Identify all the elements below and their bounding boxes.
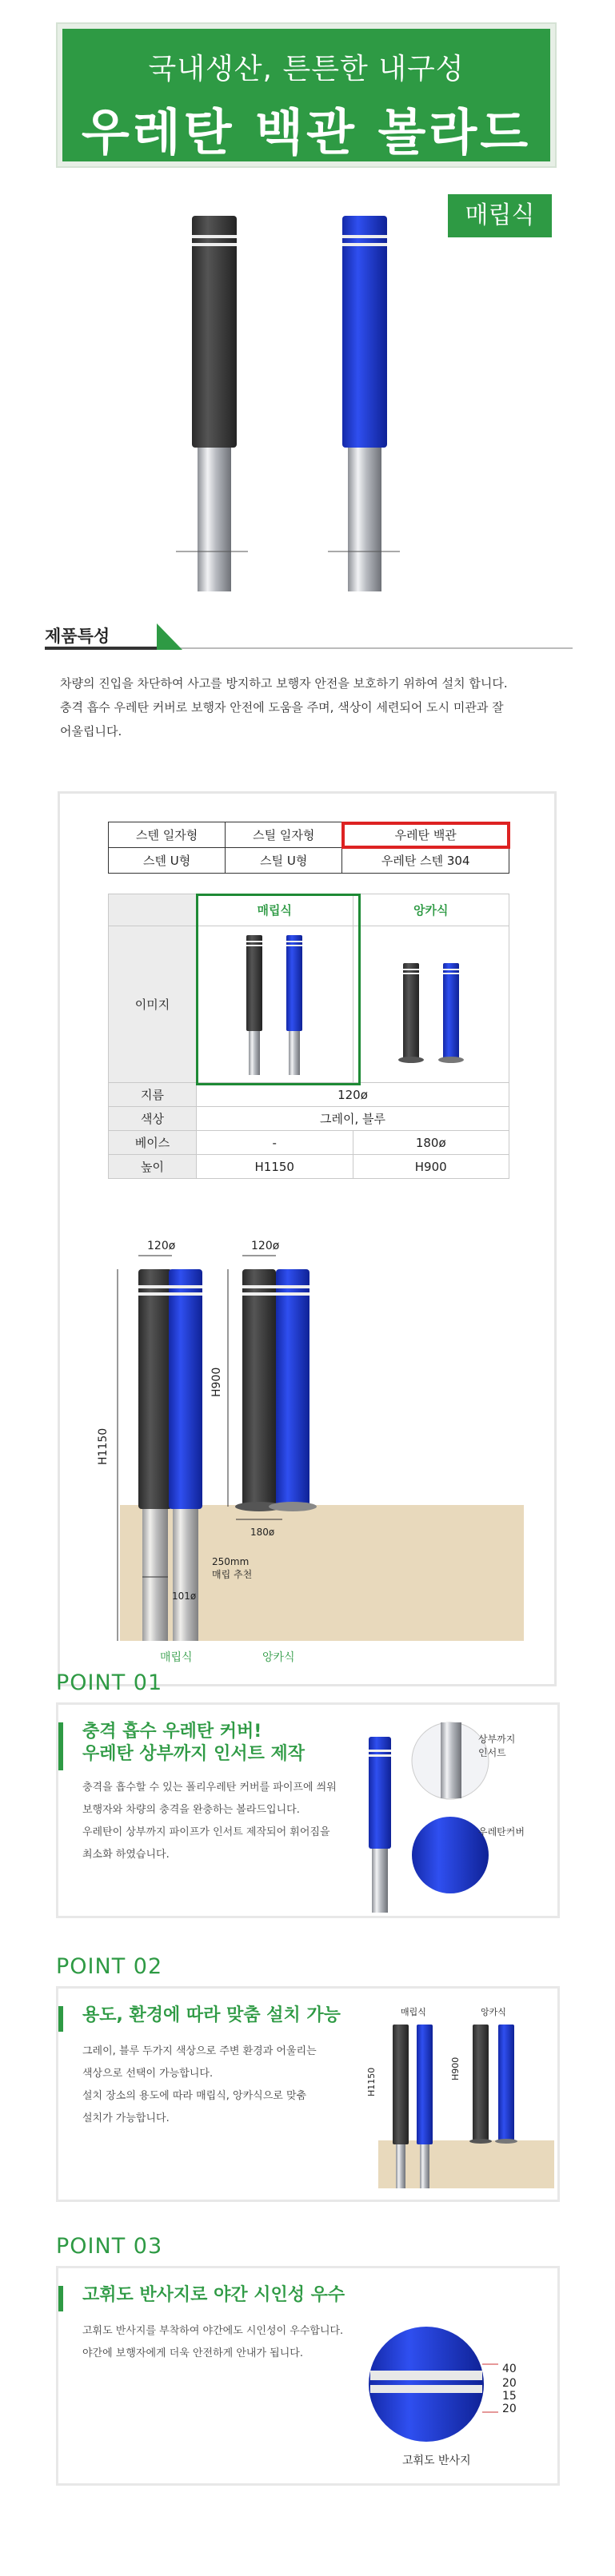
type-cell-highlighted: 우레탄 백관 <box>342 822 509 848</box>
base-dia-label: 180ø <box>250 1527 275 1538</box>
embed-type-label: 매립식 <box>160 1651 193 1664</box>
type-cell: 우레탄 스텐 304 <box>342 848 509 874</box>
point-03-headline: 고휘도 반사지로 야간 시인성 우수 <box>82 2285 345 2305</box>
spec-label: 높이 <box>109 1155 197 1179</box>
point-01-box <box>56 1702 560 1918</box>
point-02-box <box>56 1986 560 2202</box>
spec-label: 이미지 <box>109 926 197 1083</box>
point-02-body <box>82 2040 317 2130</box>
point-body-line: 그레이, 블루 두가지 색상으로 주변 환경과 어울리는 <box>82 2045 317 2057</box>
type-cell: 스틸 일자형 <box>226 822 342 848</box>
point-03-illustration <box>362 2316 554 2476</box>
point-body-line: 최소화 하였습니다. <box>82 1849 170 1861</box>
dia-left-label: 120ø <box>147 1240 176 1252</box>
spec-value: H1150 <box>197 1155 353 1179</box>
point-body-line: 보행자와 차량의 충격을 완충하는 볼라드입니다. <box>82 1804 300 1816</box>
embedded-bollard-image <box>226 927 322 1079</box>
callout-insert <box>478 1732 558 1759</box>
spec-label: 지름 <box>109 1083 197 1107</box>
spec-label: 베이스 <box>109 1131 197 1155</box>
accent-bar <box>58 1722 63 1770</box>
point-body-line: 고휘도 반사지를 부착하여 야간에도 시인성이 우수합니다. <box>82 2325 344 2337</box>
point-body-line: 설치 장소의 용도에 따라 매립식, 앙카식으로 맞춤 <box>82 2090 307 2102</box>
point-03-title: POINT 03 <box>56 2234 163 2259</box>
header-banner <box>58 24 555 166</box>
point-01-title: POINT 01 <box>56 1670 163 1695</box>
spec-header: 앙카식 <box>353 894 509 926</box>
point-02-headline: 용도, 환경에 따라 맞춤 설치 가능 <box>82 2005 341 2025</box>
spec-table <box>108 894 509 1179</box>
spec-image-cell <box>197 926 353 1083</box>
anchor-bollard-image <box>383 927 479 1079</box>
point-01-body <box>82 1777 337 1866</box>
anchor-type-label: 앙카식 <box>262 1651 295 1664</box>
spec-value: 그레이, 블루 <box>197 1107 509 1131</box>
type-cell: 스텐 U형 <box>109 848 226 874</box>
type-table <box>108 822 509 874</box>
feature-section-header <box>45 623 573 655</box>
spec-label: 색상 <box>109 1107 197 1131</box>
point-03-body <box>82 2320 343 2365</box>
feature-line: 충격 흡수 우레탄 커버로 보행자 안전에 도움을 주며, 색상이 세련되어 도시 미관과 잘 <box>60 700 504 715</box>
type-cell: 스텐 일자형 <box>109 822 226 848</box>
feature-description <box>60 671 564 743</box>
callout-cover: 우레탄커버 <box>478 1826 525 1837</box>
spec-value: - <box>197 1131 353 1155</box>
pipe-dia-label: 101ø <box>172 1591 197 1602</box>
label-h1150: H1150 <box>366 2067 377 2096</box>
type-tag: 매립식 <box>448 194 552 237</box>
point-headline-line: 우레탄 상부까지 인서트 제작 <box>82 1744 306 1764</box>
divider-accent <box>45 647 157 650</box>
label-h900: H900 <box>450 2056 461 2080</box>
spec-image-cell <box>353 926 509 1083</box>
height-right-label: H900 <box>210 1367 223 1397</box>
point-body-line: 색상으로 선택이 가능합니다. <box>82 2068 214 2080</box>
type-cell: 스틸 U형 <box>226 848 342 874</box>
embed-note-1: 250mm <box>212 1556 250 1567</box>
spec-value: 180ø <box>353 1131 509 1155</box>
heading-accent-icon <box>157 623 182 650</box>
callout-text: 인서트 <box>478 1747 506 1758</box>
feature-line: 차량의 진입을 차단하여 사고를 방지하고 보행자 안전을 보호하기 위하여 설치 합니다. <box>60 676 508 691</box>
feature-heading: 제품특성 <box>45 627 110 646</box>
spec-value: 120ø <box>197 1083 509 1107</box>
accent-bar <box>58 2006 63 2032</box>
point-body-line: 설치가 가능합니다. <box>82 2112 170 2124</box>
dim-15: 15 <box>502 2390 517 2403</box>
spec-panel <box>58 791 557 1686</box>
point-body-line: 충격을 흡수할 수 있는 폴리우레탄 커버를 파이프에 씌워 <box>82 1782 337 1794</box>
point-body-line: 야간에 보행자에게 더욱 안전하게 안내가 됩니다. <box>82 2347 303 2359</box>
spec-corner <box>109 894 197 926</box>
point-03-box <box>56 2266 560 2486</box>
dim-40: 40 <box>502 2363 517 2375</box>
dia-right-label: 120ø <box>251 1240 280 1252</box>
dimension-diagram <box>68 1225 548 1681</box>
height-left-label: H1150 <box>97 1427 110 1465</box>
hero-bollards-image <box>0 200 615 607</box>
banner-subtitle: 국내생산, 튼튼한 내구성 <box>148 53 465 86</box>
callout-text: 상부까지 <box>478 1734 516 1745</box>
point-01-headline <box>82 1721 305 1766</box>
point-02-illustration <box>366 2001 554 2196</box>
accent-bar <box>58 2286 63 2311</box>
banner-title: 우레탄 백관 볼라드 <box>81 103 532 161</box>
embed-note-2: 매립 추천 <box>212 1569 253 1580</box>
spec-header: 매립식 <box>197 894 353 926</box>
label-embed: 매립식 <box>401 2007 426 2017</box>
label-anchor: 앙카식 <box>481 2007 506 2017</box>
reflector-caption: 고휘도 반사지 <box>402 2455 471 2467</box>
point-body-line: 우레탄이 상부까지 파이프가 인서트 제작되어 휘어짐을 <box>82 1826 330 1838</box>
dim-20b: 20 <box>502 2403 517 2415</box>
spec-value: H900 <box>353 1155 509 1179</box>
dim-20: 20 <box>502 2377 517 2390</box>
point-headline-line: 충격 흡수 우레탄 커버! <box>82 1722 262 1742</box>
point-02-title: POINT 02 <box>56 1954 163 1979</box>
feature-line: 어울립니다. <box>60 724 122 739</box>
